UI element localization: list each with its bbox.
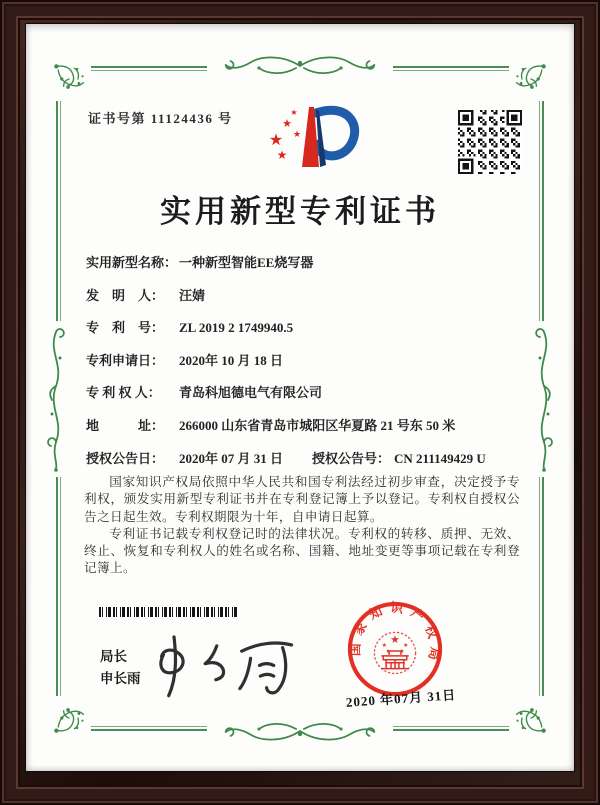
svg-text:★: ★ [282,117,292,130]
field-label: 专 利 号： [86,320,165,335]
field-value: ZL 2019 2 1749940.5 [179,320,294,335]
field-value: 2020年 10 月 18 日 [179,353,284,368]
seal-date: 2020 年07月 31日 [345,687,457,710]
certificate-paper [26,24,574,771]
field-row-patent-no [86,317,293,336]
corner-ornament-icon [47,696,91,740]
field-row-grant [86,448,486,467]
field-value: 一种新型智能EE烧写器 [179,255,314,270]
corner-ornament-icon [47,57,91,101]
field-label: 授权公告号： [312,451,391,466]
svg-text:★: ★ [381,643,387,650]
field-label: 发 明 人： [86,288,165,303]
svg-text:★: ★ [292,130,302,140]
svg-text:★: ★ [276,148,288,162]
director-name: 申长雨 [100,671,141,686]
legal-paragraph-1: 国家知识产权局依照中华人民共和国专利法经过初步审查，决定授予专利权，颁发实用新型专利证书并在专利登记簿上予以登记。专利权自授权公告之日起生效。专利权期限为十年，自申请日起算。 [84,475,520,524]
legal-text [84,474,520,578]
svg-text:★: ★ [385,648,391,655]
barcode [99,607,237,617]
director-block [100,646,141,690]
legal-paragraph-2: 专利证书记载专利权登记时的法律状况。专利权的转移、质押、无效、终止、恢复和专利权人的姓名或名称、国籍、地址变更等事项记载在专利登记簿上。 [84,526,520,576]
field-row-filing-date [86,350,283,369]
svg-text:★: ★ [268,130,284,149]
field-row-name [86,252,313,271]
field-row-address [86,415,455,434]
svg-text:★: ★ [390,633,400,647]
field-label: 专 利 权 人： [86,385,161,400]
director-signature [142,630,320,700]
field-value: 青岛科旭德电气有限公司 [179,385,323,400]
svg-text:★: ★ [403,643,409,650]
field-label: 授权公告日： [86,451,165,466]
field-value: CN 211149429 U [394,451,486,466]
field-label: 地 址： [86,418,165,433]
field-value: 266000 山东省青岛市城阳区华夏路 21 号东 50 米 [179,418,456,433]
field-grant-number [312,448,486,467]
field-value: 2020年 07 月 31 日 [179,451,284,466]
side-ornament-icon [42,321,70,477]
certificate-number: 证书号第 11124436 号 [88,111,233,126]
field-row-patentee [86,382,322,401]
field-value: 汪婧 [179,288,206,303]
svg-text:★: ★ [290,108,298,117]
field-row-inventor [86,285,205,304]
certificate-title: 实用新型专利证书 [160,194,440,229]
official-seal [346,600,444,698]
field-label: 专利申请日： [86,353,165,368]
seal-text: 国家知识产权局 [348,600,443,669]
field-label: 实用新型名称： [86,255,178,270]
svg-text:★: ★ [399,648,405,655]
director-title: 局长 [100,649,127,664]
